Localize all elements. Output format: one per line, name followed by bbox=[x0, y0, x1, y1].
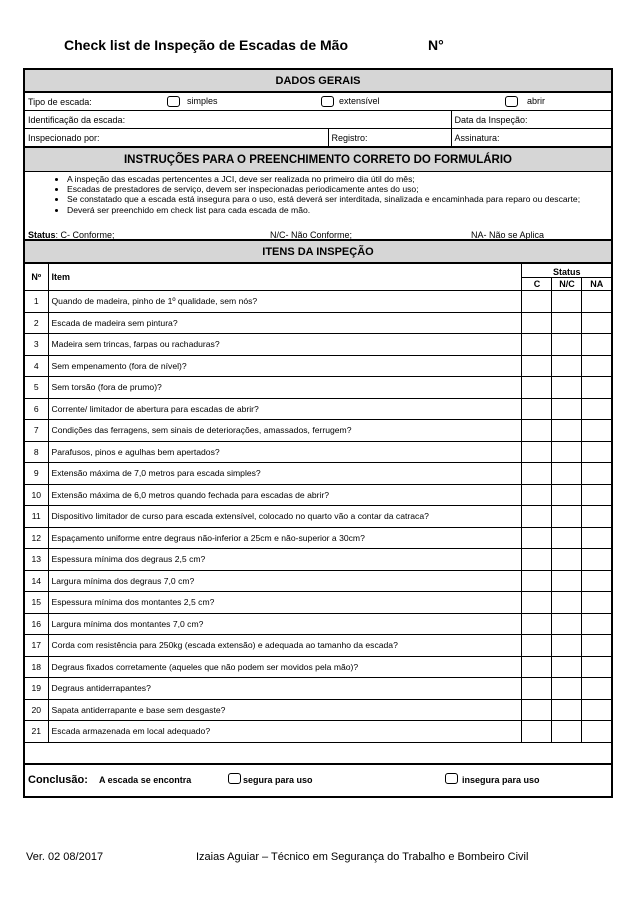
table-row bbox=[25, 377, 611, 399]
item-text: Corrente/ limitador de abertura para escadas de abrir? bbox=[48, 398, 522, 420]
table-row bbox=[25, 527, 611, 549]
status-na-cell[interactable] bbox=[582, 506, 611, 528]
status-na-cell[interactable] bbox=[582, 613, 611, 635]
identificacao-label: Identificação da escada: bbox=[28, 114, 126, 125]
status-na-cell[interactable] bbox=[582, 570, 611, 592]
item-number: 3 bbox=[25, 334, 48, 356]
data-inspecao-field[interactable] bbox=[451, 111, 611, 129]
table-row bbox=[25, 420, 611, 442]
status-na-cell[interactable] bbox=[582, 656, 611, 678]
table-row bbox=[25, 484, 611, 506]
item-text: Largura mínima dos montantes 7,0 cm? bbox=[48, 613, 522, 635]
table-row bbox=[25, 312, 611, 334]
status-na-cell[interactable] bbox=[582, 291, 611, 313]
item-number: 15 bbox=[25, 592, 48, 614]
status-c-cell[interactable] bbox=[522, 549, 552, 571]
item-text: Largura mínima dos degraus 7,0 cm? bbox=[48, 570, 522, 592]
status-c-cell[interactable] bbox=[522, 656, 552, 678]
status-na-cell[interactable] bbox=[582, 312, 611, 334]
table-row bbox=[25, 549, 611, 571]
form-frame bbox=[23, 68, 613, 798]
status-c-cell[interactable] bbox=[522, 420, 552, 442]
assinatura-field[interactable] bbox=[451, 129, 611, 147]
status-c-cell[interactable] bbox=[522, 377, 552, 399]
table-row bbox=[25, 291, 611, 313]
extensivel-checkbox[interactable] bbox=[321, 96, 334, 107]
column-header-status: Status bbox=[522, 264, 611, 278]
item-text: Sem torsão (fora de prumo)? bbox=[48, 377, 522, 399]
status-nc-cell[interactable] bbox=[552, 656, 582, 678]
column-header-nc: N/C bbox=[552, 278, 582, 291]
abrir-checkbox[interactable] bbox=[505, 96, 518, 107]
table-row bbox=[25, 678, 611, 700]
table-row bbox=[25, 463, 611, 485]
registro-label: Registro: bbox=[331, 132, 368, 143]
simples-checkbox[interactable] bbox=[167, 96, 180, 107]
table-row bbox=[25, 570, 611, 592]
status-na-cell[interactable] bbox=[582, 721, 611, 743]
item-number: 14 bbox=[25, 570, 48, 592]
status-na-cell[interactable] bbox=[582, 549, 611, 571]
item-number: 10 bbox=[25, 484, 48, 506]
inspection-items-table bbox=[25, 263, 611, 743]
footer-author: Izaias Aguiar – Técnico em Segurança do Trabalho e Bombeiro Civil bbox=[196, 851, 529, 863]
item-number: 13 bbox=[25, 549, 48, 571]
status-legend-c: : C- Conforme; bbox=[55, 230, 115, 240]
conclusion-row bbox=[25, 763, 611, 796]
item-text: Sapata antiderrapante e base sem desgaste? bbox=[48, 699, 522, 721]
status-c-cell[interactable] bbox=[522, 312, 552, 334]
inspecionado-label: Inspecionado por: bbox=[28, 132, 100, 143]
status-nc-cell[interactable] bbox=[552, 570, 582, 592]
status-na-cell[interactable] bbox=[582, 699, 611, 721]
status-na-cell[interactable] bbox=[582, 635, 611, 657]
item-number: 16 bbox=[25, 613, 48, 635]
status-nc-cell[interactable] bbox=[552, 484, 582, 506]
item-text: Degraus antiderrapantes? bbox=[48, 678, 522, 700]
status-legend-label: Status bbox=[28, 230, 56, 240]
status-c-cell[interactable] bbox=[522, 355, 552, 377]
column-header-na: NA bbox=[582, 278, 611, 291]
item-text: Parafusos, pinos e agulhas bem apertados? bbox=[48, 441, 522, 463]
status-nc-cell[interactable] bbox=[552, 355, 582, 377]
unsafe-checkbox[interactable] bbox=[445, 773, 458, 784]
table-row bbox=[25, 441, 611, 463]
item-number: 20 bbox=[25, 699, 48, 721]
column-header-c: C bbox=[522, 278, 552, 291]
status-c-cell[interactable] bbox=[522, 592, 552, 614]
status-nc-cell[interactable] bbox=[552, 377, 582, 399]
conclusion-label: Conclusão: bbox=[28, 774, 88, 786]
status-c-cell[interactable] bbox=[522, 506, 552, 528]
status-nc-cell[interactable] bbox=[552, 527, 582, 549]
status-nc-cell[interactable] bbox=[552, 420, 582, 442]
item-text: Extensão máxima de 6,0 metros quando fechada para escadas de abrir? bbox=[48, 484, 522, 506]
document-title: Check list de Inspeção de Escadas de Mão bbox=[64, 37, 348, 53]
status-c-cell[interactable] bbox=[522, 699, 552, 721]
extensivel-option-label: extensível bbox=[339, 96, 380, 106]
item-text: Madeira sem trincas, farpas ou rachaduras? bbox=[48, 334, 522, 356]
status-nc-cell[interactable] bbox=[552, 398, 582, 420]
status-c-cell[interactable] bbox=[522, 441, 552, 463]
instruction-item: • A inspeção das escadas pertencentes a JCI, deve ser realizada no primeiro dia útil do mês; bbox=[67, 174, 611, 184]
general-section-title: DADOS GERAIS bbox=[25, 70, 611, 92]
ladder-type-label: Tipo de escada: bbox=[28, 96, 92, 107]
footer-version: Ver. 02 08/2017 bbox=[26, 851, 104, 863]
instruction-item: • Se constatado que a escada está insegura para o uso, está deverá ser interditada, sinalizada e encaminhada para reparo ou descarte; bbox=[67, 194, 611, 204]
table-row bbox=[25, 355, 611, 377]
status-legend-na: NA- Não se Aplica bbox=[471, 230, 545, 240]
data-inspecao-label: Data da Inspeção: bbox=[454, 114, 528, 125]
table-row bbox=[25, 592, 611, 614]
item-number: 7 bbox=[25, 420, 48, 442]
table-row bbox=[25, 699, 611, 721]
item-number: 6 bbox=[25, 398, 48, 420]
status-c-cell[interactable] bbox=[522, 613, 552, 635]
instructions-section-title: INSTRUÇÕES PARA O PREENCHIMENTO CORRETO DO FORMULÁRIO bbox=[25, 147, 611, 172]
unsafe-option-label: insegura para uso bbox=[462, 775, 540, 785]
status-nc-cell[interactable] bbox=[552, 506, 582, 528]
simples-option-label: simples bbox=[187, 96, 218, 106]
item-number: 2 bbox=[25, 312, 48, 334]
status-nc-cell[interactable] bbox=[552, 678, 582, 700]
status-nc-cell[interactable] bbox=[552, 613, 582, 635]
table-row bbox=[25, 334, 611, 356]
status-na-cell[interactable] bbox=[582, 355, 611, 377]
status-na-cell[interactable] bbox=[582, 484, 611, 506]
table-row bbox=[25, 721, 611, 743]
item-text: Espaçamento uniforme entre degraus não-inferior a 25cm e não-superior a 30cm? bbox=[48, 527, 522, 549]
status-c-cell[interactable] bbox=[522, 398, 552, 420]
status-c-cell[interactable] bbox=[522, 721, 552, 743]
table-row bbox=[25, 506, 611, 528]
status-na-cell[interactable] bbox=[582, 678, 611, 700]
safe-option-label: segura para uso bbox=[243, 775, 313, 785]
item-text: Espessura mínima dos degraus 2,5 cm? bbox=[48, 549, 522, 571]
status-na-cell[interactable] bbox=[582, 420, 611, 442]
item-number: 4 bbox=[25, 355, 48, 377]
status-nc-cell[interactable] bbox=[552, 549, 582, 571]
item-number: 5 bbox=[25, 377, 48, 399]
status-c-cell[interactable] bbox=[522, 678, 552, 700]
status-c-cell[interactable] bbox=[522, 570, 552, 592]
status-legend-nc: N/C- Não Conforme; bbox=[270, 230, 353, 240]
status-c-cell[interactable] bbox=[522, 334, 552, 356]
general-data-table bbox=[25, 92, 611, 147]
status-nc-cell[interactable] bbox=[552, 699, 582, 721]
item-text: Escada de madeira sem pintura? bbox=[48, 312, 522, 334]
item-number: 11 bbox=[25, 506, 48, 528]
registro-field[interactable] bbox=[328, 129, 451, 147]
instructions-list bbox=[25, 172, 611, 229]
status-na-cell[interactable] bbox=[582, 592, 611, 614]
table-row bbox=[25, 613, 611, 635]
instruction-item: • Deverá ser preenchido em check list para cada escada de mão. bbox=[67, 205, 611, 215]
status-c-cell[interactable] bbox=[522, 635, 552, 657]
status-c-cell[interactable] bbox=[522, 291, 552, 313]
item-number: 19 bbox=[25, 678, 48, 700]
status-nc-cell[interactable] bbox=[552, 441, 582, 463]
abrir-option-label: abrir bbox=[527, 96, 546, 106]
item-text: Corda com resistência para 250kg (escada extensão) e adequada ao tamanho da escada? bbox=[48, 635, 522, 657]
item-number: 1 bbox=[25, 291, 48, 313]
status-c-cell[interactable] bbox=[522, 527, 552, 549]
item-text: Sem empenamento (fora de nível)? bbox=[48, 355, 522, 377]
column-header-item: Item bbox=[48, 264, 522, 291]
item-number: 21 bbox=[25, 721, 48, 743]
status-legend bbox=[25, 229, 611, 241]
status-nc-cell[interactable] bbox=[552, 635, 582, 657]
status-c-cell[interactable] bbox=[522, 463, 552, 485]
table-row bbox=[25, 656, 611, 678]
item-text: Degraus fixados corretamente (aqueles que não podem ser movidos pela mão)? bbox=[48, 656, 522, 678]
assinatura-label: Assinatura: bbox=[454, 132, 500, 143]
identificacao-field[interactable] bbox=[25, 111, 451, 129]
status-nc-cell[interactable] bbox=[552, 592, 582, 614]
status-c-cell[interactable] bbox=[522, 484, 552, 506]
item-text: Condições das ferragens, sem sinais de deteriorações, amassados, ferrugem? bbox=[48, 420, 522, 442]
status-na-cell[interactable] bbox=[582, 527, 611, 549]
item-text: Quando de madeira, pinho de 1º qualidade, sem nós? bbox=[48, 291, 522, 313]
ladder-type-row bbox=[25, 93, 611, 111]
item-number: 8 bbox=[25, 441, 48, 463]
status-na-cell[interactable] bbox=[582, 334, 611, 356]
status-nc-cell[interactable] bbox=[552, 721, 582, 743]
item-number: 9 bbox=[25, 463, 48, 485]
status-nc-cell[interactable] bbox=[552, 291, 582, 313]
status-nc-cell[interactable] bbox=[552, 312, 582, 334]
table-row bbox=[25, 635, 611, 657]
items-section-title: ITENS DA INSPEÇÃO bbox=[25, 241, 611, 263]
status-na-cell[interactable] bbox=[582, 377, 611, 399]
column-header-number: Nº bbox=[25, 264, 48, 291]
status-na-cell[interactable] bbox=[582, 441, 611, 463]
instruction-item: • Escadas de prestadores de serviço, devem ser inspecionadas periodicamente antes do uso; bbox=[67, 184, 611, 194]
status-nc-cell[interactable] bbox=[552, 463, 582, 485]
safe-checkbox[interactable] bbox=[228, 773, 241, 784]
conclusion-text: A escada se encontra bbox=[99, 775, 192, 785]
item-number: 17 bbox=[25, 635, 48, 657]
item-number: 12 bbox=[25, 527, 48, 549]
status-nc-cell[interactable] bbox=[552, 334, 582, 356]
table-row bbox=[25, 398, 611, 420]
document-number-label: N° bbox=[428, 37, 444, 53]
item-number: 18 bbox=[25, 656, 48, 678]
status-na-cell[interactable] bbox=[582, 398, 611, 420]
item-text: Espessura mínima dos montantes 2,5 cm? bbox=[48, 592, 522, 614]
status-na-cell[interactable] bbox=[582, 463, 611, 485]
item-text: Dispositivo limitador de curso para escada extensível, colocado no quarto vão a contar da catraca? bbox=[48, 506, 522, 528]
item-text: Extensão máxima de 7,0 metros para escada simples? bbox=[48, 463, 522, 485]
item-text: Escada armazenada em local adequado? bbox=[48, 721, 522, 743]
inspecionado-field[interactable] bbox=[25, 129, 328, 147]
